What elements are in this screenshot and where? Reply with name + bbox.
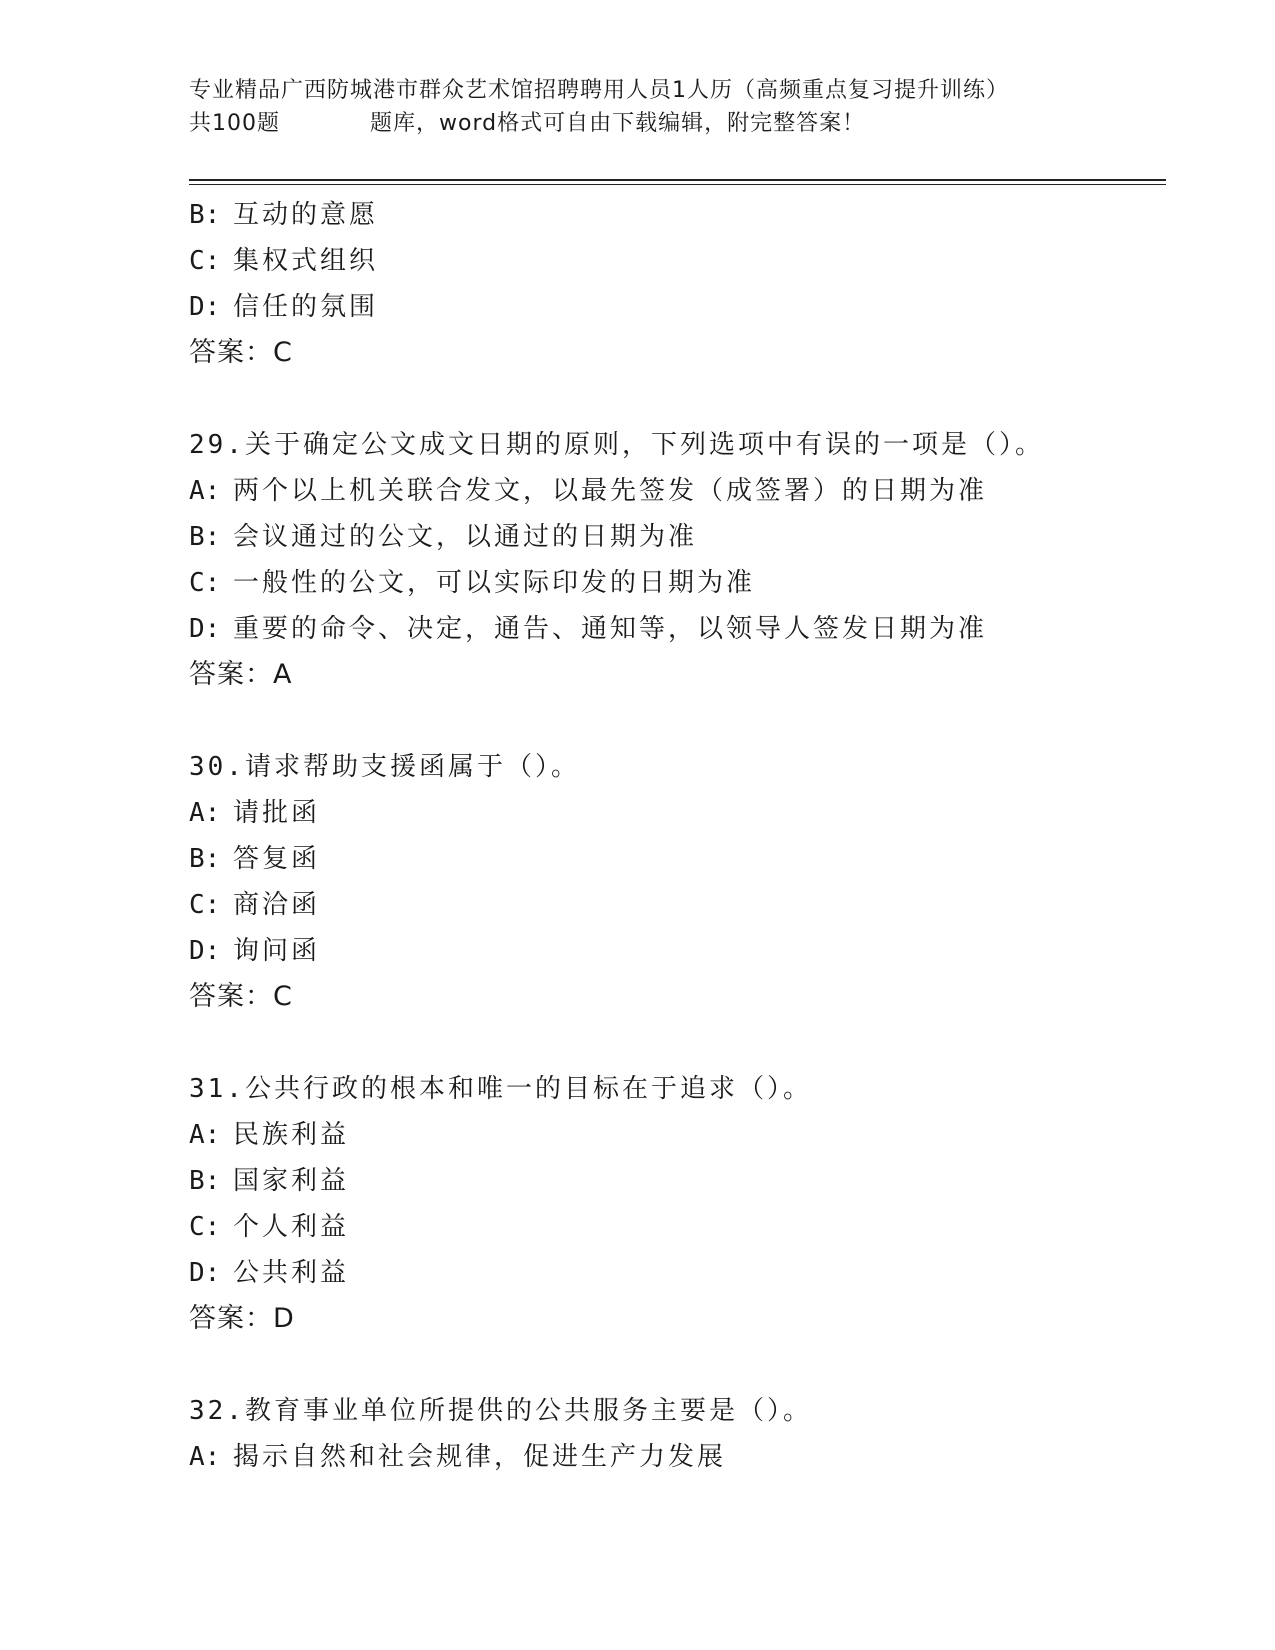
question-list xyxy=(189,192,1169,1480)
question-stem: 31.公共行政的根本和唯一的目标在于追求（）。 xyxy=(189,1074,812,1104)
option-d: D: 公共利益 xyxy=(189,1258,350,1288)
question-32 xyxy=(189,1388,1169,1480)
option-c: C: 商洽函 xyxy=(189,890,321,920)
answer: 答案：C xyxy=(189,337,293,368)
question-30 xyxy=(189,744,1169,1020)
header-rule-thin xyxy=(189,184,1166,185)
option-a: A: 揭示自然和社会规律，促进生产力发展 xyxy=(189,1442,727,1472)
option-a: A: 两个以上机关联合发文，以最先签发（成签署）的日期为准 xyxy=(189,476,988,506)
answer: 答案：C xyxy=(189,981,293,1012)
option-d: D: 重要的命令、决定，通告、通知等，以领导人签发日期为准 xyxy=(189,614,988,644)
option-b: B: 会议通过的公文，以通过的日期为准 xyxy=(189,522,698,552)
option-c: C: 一般性的公文，可以实际印发的日期为准 xyxy=(189,568,756,598)
option-a: A: 请批函 xyxy=(189,798,321,828)
document-header xyxy=(189,74,1089,140)
option-a: A: 民族利益 xyxy=(189,1120,350,1150)
question-stem: 30.请求帮助支援函属于（）。 xyxy=(189,752,580,782)
question-28-continued xyxy=(189,192,1169,376)
header-rule-thick xyxy=(189,179,1166,181)
header-subtitle xyxy=(189,107,1089,140)
option-d: D: 信任的氛围 xyxy=(189,292,379,322)
option-b: B: 互动的意愿 xyxy=(189,200,379,230)
question-29 xyxy=(189,422,1169,698)
question-31 xyxy=(189,1066,1169,1342)
answer: 答案：D xyxy=(189,1303,295,1334)
option-b: B: 答复函 xyxy=(189,844,321,874)
header-question-count: 共100题 xyxy=(189,111,280,136)
option-b: B: 国家利益 xyxy=(189,1166,350,1196)
question-stem: 32.教育事业单位所提供的公共服务主要是（）。 xyxy=(189,1396,812,1426)
question-stem: 29.关于确定公文成文日期的原则，下列选项中有误的一项是（）。 xyxy=(189,430,1044,460)
header-title: 专业精品广西防城港市群众艺术馆招聘聘用人员1人历（高频重点复习提升训练） xyxy=(189,78,1009,103)
option-c: C: 个人利益 xyxy=(189,1212,350,1242)
header-description: 题库，word格式可自由下载编辑，附完整答案！ xyxy=(370,111,866,136)
option-d: D: 询问函 xyxy=(189,936,321,966)
answer: 答案：A xyxy=(189,659,293,690)
option-c: C: 集权式组织 xyxy=(189,246,379,276)
